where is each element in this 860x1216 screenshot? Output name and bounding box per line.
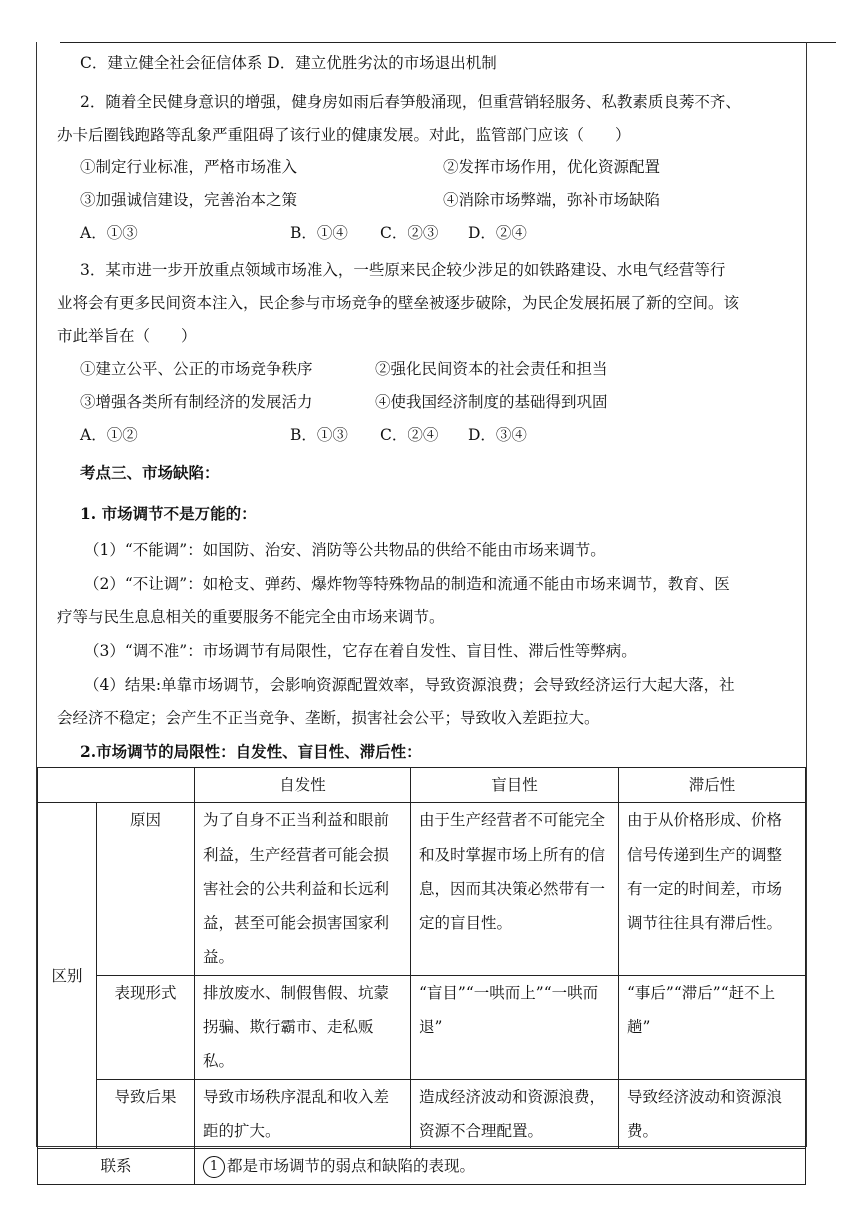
- section-heading-kaodian3: 考点三、市场缺陷：: [80, 463, 220, 482]
- cell-consequence-lag: 导致经济波动和资源浪费。: [619, 1079, 806, 1149]
- row-label-link: 联系: [38, 1149, 195, 1184]
- q3-choice-a: A．①②: [80, 426, 138, 444]
- q3-stem-line3: 市此举旨在（ ）: [57, 327, 197, 345]
- table-row: [38, 975, 806, 1079]
- point-2-line2: 疗等与民生息息相关的重要服务不能完全由市场来调节。: [57, 608, 445, 626]
- q2-item-1: ①制定行业标准，严格市场准入: [80, 158, 298, 176]
- q3-choice-c: C．②④: [380, 426, 439, 444]
- point-4-line2: 会经济不稳定；会产生不正当竞争、垄断，损害社会公平；导致收入差距拉大。: [57, 709, 600, 727]
- q3-item-4: ④使我国经济制度的基础得到巩固: [375, 393, 608, 411]
- q2-choice-b: B．①④: [290, 224, 348, 242]
- link-text: 都是市场调节的弱点和缺陷的表现。: [227, 1157, 476, 1176]
- frame-border-right: [806, 42, 807, 1146]
- subheading-market-not-omnipotent: 1. 市场调节不是万能的：: [80, 504, 257, 523]
- q3-stem-line1: 3．某市进一步开放重点领域市场准入，一些原来民企较少涉足的如铁路建设、水电气经营等行: [80, 261, 726, 279]
- header-blindness: 盲目性: [411, 768, 619, 803]
- q2-stem-line1: 2．随着全民健身意识的增强，健身房如雨后春笋般涌现，但重营销轻服务、私教素质良莠不齐、: [80, 93, 741, 111]
- cell-manifestation-blindness: “盲目”“一哄而上”“一哄而退”: [411, 975, 619, 1079]
- cell-consequence-blindness: 造成经济波动和资源浪费，资源不合理配置。: [411, 1079, 619, 1149]
- point-4-line1: （4）结果:单靠市场调节，会影响资源配置效率，导致资源浪费；会导致经济运行大起大落，社: [84, 676, 735, 694]
- group-label-difference: 区别: [38, 803, 97, 1149]
- q2-item-4: ④消除市场弊端，弥补市场缺陷: [443, 191, 661, 209]
- q3-item-2: ②强化民间资本的社会责任和担当: [375, 360, 608, 378]
- table-header-row: [38, 768, 806, 803]
- cell-cause-spontaneity: 为了自身不正当利益和眼前利益，生产经营者可能会损害社会的公共利益和长远利益，甚至可能会损害国家利益。: [195, 803, 411, 975]
- table-row: [38, 803, 806, 975]
- header-lag: 滞后性: [619, 768, 806, 803]
- row-label-manifestation: 表现形式: [97, 975, 195, 1079]
- row-label-cause: 原因: [97, 803, 195, 975]
- q3-item-3: ③增强各类所有制经济的发展活力: [80, 393, 313, 411]
- q3-choice-b: B．①③: [290, 426, 348, 444]
- q1-options-cd: C．建立健全社会征信体系 D．建立优胜劣汰的市场退出机制: [80, 54, 497, 72]
- cell-manifestation-spontaneity: 排放废水、制假售假、坑蒙拐骗、欺行霸市、走私贩私。: [195, 975, 411, 1079]
- row-label-consequence: 导致后果: [97, 1079, 195, 1149]
- q3-choice-d: D．③④: [468, 426, 527, 444]
- header-spontaneity: 自发性: [195, 768, 411, 803]
- q3-stem-line2: 业将会有更多民间资本注入，民企参与市场竞争的壁垒被逐步破除，为民企发展拓展了新的空间。该: [57, 294, 740, 312]
- point-3: （3）“调不准”：市场调节有局限性，它存在着自发性、盲目性、滞后性等弊病。: [84, 642, 637, 660]
- q2-stem-line2: 办卡后圈钱跑路等乱象严重阻碍了该行业的健康发展。对此，监管部门应该（ ）: [57, 126, 631, 144]
- point-1: （1）“不能调”：如国防、治安、消防等公共物品的供给不能由市场来调节。: [84, 541, 606, 559]
- table-row-link: [38, 1149, 806, 1184]
- cell-cause-lag: 由于从价格形成、价格信号传递到生产的调整有一定的时间差，市场调节往往具有滞后性。: [619, 803, 806, 975]
- table-corner-cell: [38, 768, 195, 803]
- cell-link: [195, 1149, 806, 1184]
- cell-cause-blindness: 由于生产经营者不可能完全和及时掌握市场上所有的信息，因而其决策必然带有一定的盲目性。: [411, 803, 619, 975]
- circled-number-marker: 1: [203, 1156, 225, 1178]
- cell-consequence-spontaneity: 导致市场秩序混乱和收入差距的扩大。: [195, 1079, 411, 1149]
- table-row: [38, 1079, 806, 1149]
- q2-choice-c: C．②③: [380, 224, 439, 242]
- q2-choice-d: D．②④: [468, 224, 527, 242]
- header-rule: [60, 42, 836, 43]
- q2-item-3: ③加强诚信建设，完善治本之策: [80, 191, 298, 209]
- q2-choice-a: A．①③: [80, 224, 138, 242]
- limitations-table: [37, 767, 806, 1185]
- q2-item-2: ②发挥市场作用，优化资源配置: [443, 158, 661, 176]
- q3-item-1: ①建立公平、公正的市场竞争秩序: [80, 360, 313, 378]
- cell-manifestation-lag: “事后”“滞后”“赶不上趟”: [619, 975, 806, 1079]
- subheading-limitations: 2.市场调节的局限性：自发性、盲目性、滞后性：: [80, 742, 422, 761]
- point-2-line1: （2）“不让调”：如枪支、弹药、爆炸物等特殊物品的制造和流通不能由市场来调节，教育、医: [84, 575, 730, 593]
